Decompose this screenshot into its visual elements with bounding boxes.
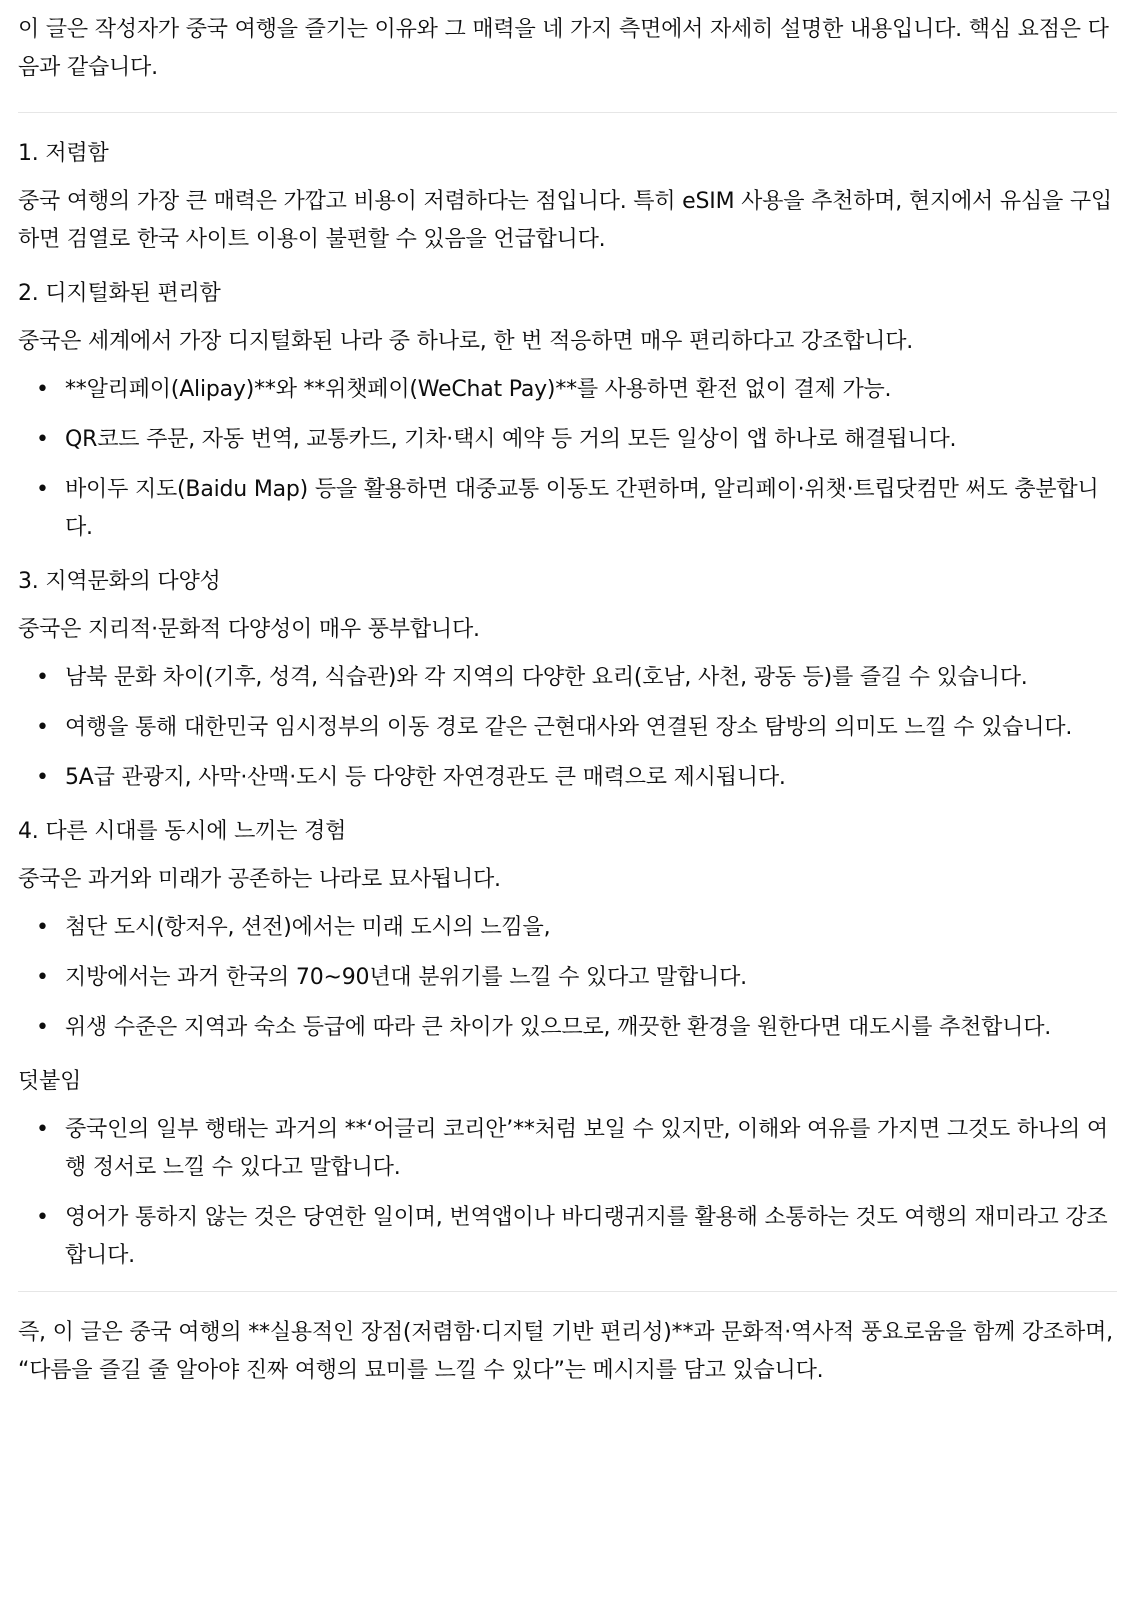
divider	[18, 1291, 1117, 1292]
section-regional-diversity	[18, 563, 1117, 797]
list-item	[18, 371, 1117, 409]
intro-paragraph: 이 글은 작성자가 중국 여행을 즐기는 이유와 그 매력을 네 가지 측면에서 자세히 설명한 내용입니다. 핵심 요점은 다음과 같습니다.	[18, 17, 1109, 80]
bullet-list	[18, 1111, 1117, 1275]
bullet-icon: •	[36, 765, 49, 790]
section-heading: 덧붙임	[18, 1069, 82, 1094]
bullet-icon: •	[36, 715, 49, 740]
list-item-text: **알리페이(Alipay)**와 **위챗페이(WeChat Pay)**를 사용하면 환전 없이 결제 가능.	[65, 377, 892, 402]
list-item	[18, 471, 1117, 547]
list-item-text: 중국인의 일부 행태는 과거의 **‘어글리 코리안’**처럼 보일 수 있지만, 이해와 여유를 가지면 그것도 하나의 여행 정서로 느낄 수 있다고 말합니다.	[65, 1117, 1108, 1180]
list-item	[18, 659, 1117, 697]
section-heading: 4. 다른 시대를 동시에 느끼는 경험	[18, 819, 347, 844]
section-paragraph: 중국 여행의 가장 큰 매력은 가깝고 비용이 저렴하다는 점입니다. 특히 eSIM 사용을 추천하며, 현지에서 유심을 구입하면 검열로 한국 사이트 이용이 불편할 수 있음을 언급합니다.	[18, 189, 1112, 252]
list-item	[18, 759, 1117, 797]
bullet-icon: •	[36, 665, 49, 690]
list-item-text: 영어가 통하지 않는 것은 당연한 일이며, 번역앱이나 바디랭귀지를 활용해 소통하는 것도 여행의 재미라고 강조합니다.	[65, 1205, 1108, 1268]
section-digital-convenience	[18, 275, 1117, 547]
list-item	[18, 1111, 1117, 1187]
section-heading: 2. 디지털화된 편리함	[18, 281, 221, 306]
section-different-eras	[18, 813, 1117, 1047]
list-item	[18, 959, 1117, 997]
bullet-icon: •	[36, 915, 49, 940]
list-item-text: 첨단 도시(항저우, 션전)에서는 미래 도시의 느낌을,	[65, 915, 551, 940]
list-item-text: QR코드 주문, 자동 번역, 교통카드, 기차·택시 예약 등 거의 모든 일상이 앱 하나로 해결됩니다.	[65, 427, 957, 452]
section-addendum	[18, 1063, 1117, 1275]
list-item	[18, 709, 1117, 747]
list-item-text: 바이두 지도(Baidu Map) 등을 활용하면 대중교통 이동도 간편하며, 알리페이·위챗·트립닷컴만 써도 충분합니다.	[65, 477, 1099, 540]
section-paragraph: 중국은 지리적·문화적 다양성이 매우 풍부합니다.	[18, 617, 480, 642]
section-affordability	[18, 135, 1117, 259]
section-paragraph: 중국은 과거와 미래가 공존하는 나라로 묘사됩니다.	[18, 867, 501, 892]
bullet-list	[18, 371, 1117, 547]
list-item	[18, 1009, 1117, 1047]
bullet-icon: •	[36, 377, 49, 402]
bullet-list	[18, 659, 1117, 797]
bullet-icon: •	[36, 1117, 49, 1142]
bullet-icon: •	[36, 477, 49, 502]
bullet-icon: •	[36, 1205, 49, 1230]
list-item	[18, 909, 1117, 947]
list-item-text: 남북 문화 차이(기후, 성격, 식습관)와 각 지역의 다양한 요리(호남, 사천, 광동 등)를 즐길 수 있습니다.	[65, 665, 1028, 690]
list-item-text: 5A급 관광지, 사막·산맥·도시 등 다양한 자연경관도 큰 매력으로 제시됩니다.	[65, 765, 786, 790]
divider	[18, 112, 1117, 113]
list-item-text: 지방에서는 과거 한국의 70~90년대 분위기를 느낄 수 있다고 말합니다.	[65, 965, 747, 990]
section-heading: 3. 지역문화의 다양성	[18, 569, 221, 594]
bullet-icon: •	[36, 1015, 49, 1040]
list-item	[18, 421, 1117, 459]
list-item	[18, 1199, 1117, 1275]
bullet-icon: •	[36, 965, 49, 990]
bullet-icon: •	[36, 427, 49, 452]
section-paragraph: 중국은 세계에서 가장 디지털화된 나라 중 하나로, 한 번 적응하면 매우 편리하다고 강조합니다.	[18, 329, 914, 354]
conclusion-paragraph: 즉, 이 글은 중국 여행의 **실용적인 장점(저렴함·디지털 기반 편리성)**과 문화적·역사적 풍요로움을 함께 강조하며, “다름을 즐길 줄 알아야 진짜 여행의 묘미를 느낄 수 있다”는 메시지를 담고 있습니다.	[18, 1320, 1113, 1383]
list-item-text: 여행을 통해 대한민국 임시정부의 이동 경로 같은 근현대사와 연결된 장소 탐방의 의미도 느낄 수 있습니다.	[65, 715, 1073, 740]
list-item-text: 위생 수준은 지역과 숙소 등급에 따라 큰 차이가 있으므로, 깨끗한 환경을 원한다면 대도시를 추천합니다.	[65, 1015, 1052, 1040]
section-heading: 1. 저렴함	[18, 141, 109, 166]
bullet-list	[18, 909, 1117, 1047]
